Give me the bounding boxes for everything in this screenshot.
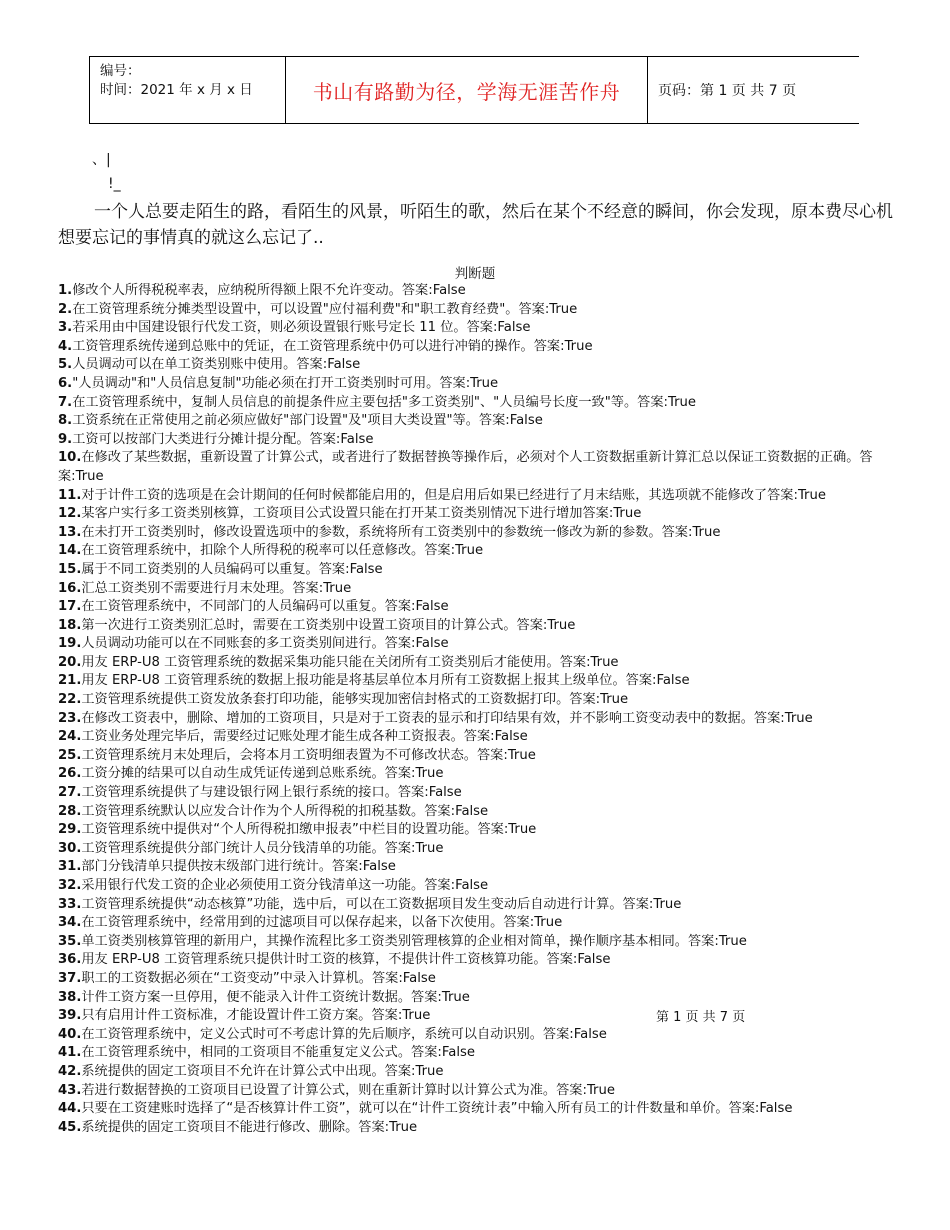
question-text: 人员调动功能可以在不同账套的多工资类别间进行。答案:False bbox=[81, 636, 449, 652]
question-text: 用友 ERP-U8 工资管理系统只提供计时工资的核算，不提供计件工资核算功能。答案:False bbox=[81, 952, 611, 968]
question-number: 5. bbox=[58, 357, 73, 373]
question-item bbox=[58, 375, 913, 394]
question-text: 在工资管理系统分摊类型设置中，可以设置"应付福利费"和"职工教育经费"。答案:True bbox=[72, 301, 578, 317]
question-number: 13. bbox=[58, 524, 82, 540]
question-number: 8. bbox=[58, 413, 73, 429]
question-number: 14. bbox=[58, 543, 82, 559]
question-text: 工资可以按部门大类进行分摊计提分配。答案:False bbox=[72, 431, 374, 447]
question-number: 31. bbox=[58, 859, 82, 875]
question-item bbox=[58, 858, 913, 877]
question-item bbox=[58, 505, 913, 524]
question-item bbox=[58, 338, 913, 357]
section-title: 判断题 bbox=[454, 266, 496, 282]
question-text: 工资管理系统月末处理后，会将本月工资明细表置为不可修改状态。答案:True bbox=[81, 747, 536, 763]
question-text: 若采用由中国建设银行代发工资，则必须设置银行账号定长 11 位。答案:False bbox=[72, 320, 531, 336]
question-text: 系统提供的固定工资项目不允许在计算公式中出现。答案:True bbox=[81, 1063, 444, 1079]
question-number: 27. bbox=[58, 785, 82, 801]
question-text: 第一次进行工资类别汇总时，需要在工资类别中设置工资项目的计算公式。答案:True bbox=[81, 617, 576, 633]
question-item bbox=[58, 301, 913, 320]
stray-mark-2: !_ bbox=[108, 176, 121, 192]
time-label: 时间：2021 年 x 月 x 日 bbox=[100, 82, 253, 98]
question-number: 38. bbox=[58, 989, 82, 1005]
question-text: 系统提供的固定工资项目不能进行修改、删除。答案:True bbox=[81, 1119, 418, 1135]
question-text: 汇总工资类别不需要进行月末处理。答案:True bbox=[81, 580, 352, 596]
question-text: 修改个人所得税税率表，应纳税所得额上限不允许变动。答案:False bbox=[72, 283, 466, 298]
question-item bbox=[58, 635, 913, 654]
document-header bbox=[89, 56, 859, 124]
question-number: 35. bbox=[58, 933, 82, 949]
stray-mark-1: 、| bbox=[92, 152, 111, 168]
question-item bbox=[58, 1007, 913, 1026]
question-number: 9. bbox=[58, 431, 73, 447]
question-text: 工资管理系统默认以应发合计作为个人所得税的扣税基数。答案:False bbox=[81, 803, 489, 819]
question-text: 工资管理系统提供了与建设银行网上银行系统的接口。答案:False bbox=[81, 785, 462, 801]
question-text: "人员调动"和"人员信息复制"功能必须在打开工资类别时可用。答案:True bbox=[72, 375, 499, 391]
question-text: 在工资管理系统中，经常用到的过滤项目可以保存起来，以备下次使用。答案:True bbox=[81, 915, 563, 931]
question-text: 工资管理系统提供分部门统计人员分钱清单的功能。答案:True bbox=[81, 840, 444, 856]
question-text: 工资管理系统中提供对“个人所得税扣缴申报表”中栏目的设置功能。答案:True bbox=[81, 822, 537, 838]
question-text: 用友 ERP-U8 工资管理系统的数据上报功能是将基层单位本月所有工资数据上报其上级单位。答案:False bbox=[81, 673, 690, 689]
question-list bbox=[58, 282, 913, 1137]
question-item bbox=[58, 580, 913, 599]
question-number: 2. bbox=[58, 301, 73, 317]
question-text: 在修改了某些数据，重新设置了计算公式，或者进行了数据替换等操作后，必须对个人工资数据重新计算汇总以保证工资数据的正确。答案:True bbox=[58, 450, 873, 484]
question-item bbox=[58, 542, 913, 561]
question-number: 20. bbox=[58, 654, 82, 670]
question-number: 22. bbox=[58, 692, 82, 708]
question-item bbox=[58, 356, 913, 375]
question-number: 36. bbox=[58, 952, 82, 968]
question-number: 15. bbox=[58, 561, 82, 577]
question-item bbox=[58, 654, 913, 673]
question-text: 工资业务处理完毕后，需要经过记账处理才能生成各种工资报表。答案:False bbox=[81, 729, 528, 745]
question-item bbox=[58, 765, 913, 784]
question-text: 在未打开工资类别时，修改设置选项中的参数，系统将所有工资类别中的参数统一修改为新的参数。答案:True bbox=[81, 524, 721, 540]
question-item bbox=[58, 561, 913, 580]
question-number: 24. bbox=[58, 729, 82, 745]
question-number: 32. bbox=[58, 878, 82, 893]
question-number: 12. bbox=[58, 506, 82, 522]
question-text: 若进行数据替换的工资项目已设置了计算公式，则在重新计算时以计算公式为准。答案:True bbox=[81, 1082, 615, 1098]
question-item bbox=[58, 728, 913, 747]
question-item bbox=[58, 1119, 913, 1138]
question-item bbox=[58, 1100, 913, 1119]
question-item bbox=[58, 896, 913, 915]
question-number: 3. bbox=[58, 320, 73, 336]
question-item bbox=[58, 970, 913, 989]
question-number: 4. bbox=[58, 338, 73, 354]
question-number: 1. bbox=[58, 283, 73, 298]
question-number: 18. bbox=[58, 617, 82, 633]
question-item bbox=[58, 840, 913, 859]
question-text: 职工的工资数据必须在“工资变动”中录入计算机。答案:False bbox=[81, 970, 436, 986]
question-number: 43. bbox=[58, 1082, 82, 1098]
question-item bbox=[58, 524, 913, 543]
question-item bbox=[58, 431, 913, 450]
question-number: 29. bbox=[58, 822, 82, 838]
question-item bbox=[58, 691, 913, 710]
question-text: 单工资类别核算管理的新用户，其操作流程比多工资类别管理核算的企业相对简单，操作顺序基本相同。答案:True bbox=[81, 933, 747, 949]
question-text: 工资系统在正常使用之前必须应做好"部门设置"及"项目大类设置"等。答案:False bbox=[72, 413, 543, 429]
question-item bbox=[58, 821, 913, 840]
question-number: 45. bbox=[58, 1119, 82, 1135]
question-text: 在工资管理系统中，定义公式时可不考虑计算的先后顺序，系统可以自动识别。答案:False bbox=[81, 1026, 607, 1042]
question-text: 人员调动可以在单工资类别账中使用。答案:False bbox=[72, 357, 361, 373]
question-text: 工资分摊的结果可以自动生成凭证传递到总账系统。答案:True bbox=[81, 766, 444, 782]
motto: 书山有路勤为径，学海无涯苦作舟 bbox=[286, 57, 648, 123]
question-text: 计件工资方案一旦停用，便不能录入计件工资统计数据。答案:True bbox=[81, 989, 470, 1005]
question-item bbox=[58, 933, 913, 952]
question-item bbox=[58, 1044, 913, 1063]
question-text: 对于计件工资的选项是在会计期间的任何时候都能启用的，但是启用后如果已经进行了月末结账，其选项就不能修改了答案:True bbox=[81, 487, 826, 503]
question-item bbox=[58, 449, 913, 486]
question-number: 7. bbox=[58, 394, 73, 410]
page-label: 页码：第 1 页 共 7 页 bbox=[658, 83, 797, 99]
question-item bbox=[58, 803, 913, 822]
question-number: 41. bbox=[58, 1045, 82, 1061]
question-number: 21. bbox=[58, 673, 82, 689]
question-item bbox=[58, 412, 913, 431]
question-text: 用友 ERP-U8 工资管理系统的数据采集功能只能在关闭所有工资类别后才能使用。答案:True bbox=[81, 654, 619, 670]
question-number: 16. bbox=[58, 580, 82, 596]
question-number: 28. bbox=[58, 803, 82, 819]
question-text: 在工资管理系统中，扣除个人所得税的税率可以任意修改。答案:True bbox=[81, 543, 484, 559]
question-item bbox=[58, 989, 913, 1008]
question-item bbox=[58, 617, 913, 636]
question-text: 采用银行代发工资的企业必须使用工资分钱清单这一功能。答案:False bbox=[81, 878, 489, 893]
question-number: 40. bbox=[58, 1026, 82, 1042]
question-item bbox=[58, 877, 913, 896]
question-text: 只有启用计件工资标准，才能设置计件工资方案。答案:True bbox=[81, 1008, 431, 1024]
question-number: 34. bbox=[58, 915, 82, 931]
question-number: 10. bbox=[58, 450, 82, 466]
question-number: 23. bbox=[58, 710, 82, 726]
question-item bbox=[58, 784, 913, 803]
page-footer: 第 1 页 共 7 页 bbox=[656, 1010, 746, 1025]
question-item bbox=[58, 1026, 913, 1045]
question-number: 25. bbox=[58, 747, 82, 763]
question-item bbox=[58, 672, 913, 691]
question-item bbox=[58, 710, 913, 729]
question-item bbox=[58, 747, 913, 766]
question-number: 6. bbox=[58, 375, 73, 391]
question-item bbox=[58, 598, 913, 617]
question-text: 只要在工资建账时选择了“是否核算计件工资”，就可以在“计件工资统计表”中输入所有员工的计件数量和单价。答案:False bbox=[81, 1101, 793, 1117]
number-label: 编号： bbox=[100, 63, 141, 79]
question-item bbox=[58, 282, 913, 301]
question-item bbox=[58, 394, 913, 413]
question-text: 属于不同工资类别的人员编码可以重复。答案:False bbox=[81, 561, 383, 577]
question-item bbox=[58, 1063, 913, 1082]
question-text: 某客户实行多工资类别核算，工资项目公式设置只能在打开某工资类别情况下进行增加答案:True bbox=[81, 506, 642, 522]
question-number: 37. bbox=[58, 970, 82, 986]
question-item bbox=[58, 914, 913, 933]
question-text: 在工资管理系统中，不同部门的人员编码可以重复。答案:False bbox=[81, 599, 449, 615]
question-number: 17. bbox=[58, 599, 82, 615]
intro-paragraph: 一个人总要走陌生的路，看陌生的风景，听陌生的歌，然后在某个不经意的瞬间，你会发现，原本费尽心机想要忘记的事情真的就这么忘记了.. bbox=[58, 202, 893, 248]
question-number: 30. bbox=[58, 840, 82, 856]
question-number: 39. bbox=[58, 1008, 82, 1024]
question-text: 工资管理系统提供“动态核算”功能，选中后，可以在工资数据项目发生变动后自动进行计算。答案:True bbox=[81, 896, 682, 912]
question-number: 26. bbox=[58, 766, 82, 782]
question-item bbox=[58, 1082, 913, 1101]
question-number: 42. bbox=[58, 1063, 82, 1079]
question-text: 在修改工资表中，删除、增加的工资项目，只是对于工资表的显示和打印结果有效，并不影响工资变动表中的数据。答案:True bbox=[81, 710, 813, 726]
header-info-cell bbox=[89, 57, 286, 123]
question-text: 在工资管理系统中，复制人员信息的前提条件应主要包括"多工资类别"、"人员编号长度一致"等。答案:True bbox=[72, 394, 696, 410]
question-text: 部门分钱清单只提供按末级部门进行统计。答案:False bbox=[81, 859, 396, 875]
question-text: 工资管理系统提供工资发放条套打印功能，能够实现加密信封格式的工资数据打印。答案:True bbox=[81, 692, 629, 708]
question-text: 在工资管理系统中，相同的工资项目不能重复定义公式。答案:False bbox=[81, 1045, 475, 1061]
question-item bbox=[58, 487, 913, 506]
question-text: 工资管理系统传递到总账中的凭证，在工资管理系统中仍可以进行冲销的操作。答案:True bbox=[72, 338, 593, 354]
question-number: 19. bbox=[58, 636, 82, 652]
question-number: 11. bbox=[58, 487, 82, 503]
question-item bbox=[58, 951, 913, 970]
question-item bbox=[58, 319, 913, 338]
question-number: 33. bbox=[58, 896, 82, 912]
question-number: 44. bbox=[58, 1101, 82, 1117]
